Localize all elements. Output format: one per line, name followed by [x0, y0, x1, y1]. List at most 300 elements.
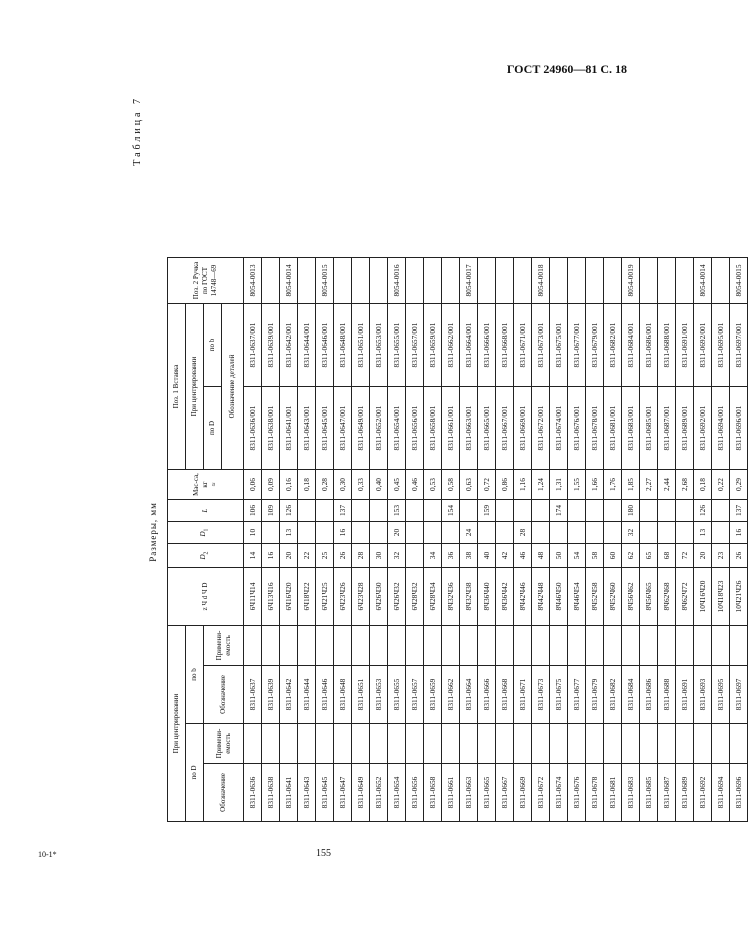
handle-cell: 8054-0017	[460, 258, 478, 304]
l-cell	[424, 500, 442, 522]
l-cell	[640, 500, 658, 522]
designation-b-cell: 8311-0651	[352, 666, 370, 724]
designation-d-cell: 8311-0672	[532, 764, 550, 822]
handle-cell	[478, 258, 496, 304]
designation-d-cell: 8311-0683	[622, 764, 640, 822]
d2-cell: 20	[694, 544, 712, 568]
insert-b-cell: 8311-0691/001	[676, 304, 694, 387]
l-cell: 159	[478, 500, 496, 522]
profile-cell: 8Ч46Ч54	[568, 568, 586, 626]
table-row	[442, 258, 460, 822]
designation-b-header: Обозначение	[204, 666, 244, 724]
d2-cell: 32	[388, 544, 406, 568]
applicability-d-cell	[334, 724, 352, 764]
profile-cell: 8Ч52Ч58	[586, 568, 604, 626]
applicability-b-cell	[370, 626, 388, 666]
l-cell	[568, 500, 586, 522]
mass-cell: 0,18	[694, 470, 712, 500]
designation-b-cell: 8311-0639	[262, 666, 280, 724]
insert-d-cell: 8311-0669/001	[514, 387, 532, 470]
designation-b-cell: 8311-0679	[586, 666, 604, 724]
applicability-b-cell	[640, 626, 658, 666]
designation-d-cell: 8311-0674	[550, 764, 568, 822]
d1-cell	[676, 522, 694, 544]
mass-cell: 1,24	[532, 470, 550, 500]
applicability-d-cell	[658, 724, 676, 764]
insert-d-cell: 8311-0689/001	[676, 387, 694, 470]
insert-d-cell: 8311-0683/001	[622, 387, 640, 470]
d1-cell	[568, 522, 586, 544]
d1-cell	[586, 522, 604, 544]
l-cell: 154	[442, 500, 460, 522]
insert-by-d-header: по D	[204, 387, 222, 470]
table-row	[370, 258, 388, 822]
d1-cell: 16	[334, 522, 352, 544]
d2-cell: 50	[550, 544, 568, 568]
insert-b-cell: 8311-0646/001	[316, 304, 334, 387]
profile-cell: 10Ч21Ч26	[730, 568, 748, 626]
insert-d-cell: 8311-0676/001	[568, 387, 586, 470]
insert-b-cell: 8311-0677/001	[568, 304, 586, 387]
d2-cell: 38	[460, 544, 478, 568]
d2-cell: 62	[622, 544, 640, 568]
profile-cell: 6Ч23Ч26	[334, 568, 352, 626]
mass-cell: 0,22	[712, 470, 730, 500]
applicability-b-cell	[388, 626, 406, 666]
insert-b-cell: 8311-0642/001	[280, 304, 298, 387]
profile-cell: 8Ч62Ч68	[658, 568, 676, 626]
handle-header: Поз. 2 Ручка по ГОСТ 14748—69	[168, 258, 244, 304]
insert-b-cell: 8311-0655/001	[388, 304, 406, 387]
handle-cell: 8054-0013	[244, 258, 262, 304]
designation-d-cell: 8311-0685	[640, 764, 658, 822]
designation-b-cell: 8311-0662	[442, 666, 460, 724]
applicability-b-cell	[622, 626, 640, 666]
designation-b-cell: 8311-0682	[604, 666, 622, 724]
insert-designation-header: Обозначение деталей	[222, 304, 244, 470]
table-row	[406, 258, 424, 822]
mass-cell: 0,33	[352, 470, 370, 500]
d2-cell	[406, 544, 424, 568]
l-cell: 153	[388, 500, 406, 522]
d2-cell: 14	[244, 544, 262, 568]
designation-b-cell: 8311-0668	[496, 666, 514, 724]
designation-d-cell: 8311-0692	[694, 764, 712, 822]
designation-d-cell: 8311-0647	[334, 764, 352, 822]
applicability-d-cell	[316, 724, 334, 764]
l-cell	[352, 500, 370, 522]
applicability-b-header: Примени-емость	[204, 626, 244, 666]
profile-cell: 10Ч16Ч20	[694, 568, 712, 626]
designation-b-cell: 8311-0666	[478, 666, 496, 724]
mass-cell: 0,72	[478, 470, 496, 500]
insert-b-cell: 8311-0666/001	[478, 304, 496, 387]
applicability-d-cell	[730, 724, 748, 764]
d1-cell: 13	[694, 522, 712, 544]
insert-d-cell: 8311-0652/001	[370, 387, 388, 470]
l-cell	[496, 500, 514, 522]
table-row	[478, 258, 496, 822]
handle-cell	[604, 258, 622, 304]
applicability-b-cell	[478, 626, 496, 666]
mass-cell: 0,46	[406, 470, 424, 500]
designation-b-cell: 8311-0642	[280, 666, 298, 724]
handle-cell: 8054-0014	[694, 258, 712, 304]
handle-cell	[352, 258, 370, 304]
applicability-b-cell	[532, 626, 550, 666]
handle-cell	[640, 258, 658, 304]
l-cell	[406, 500, 424, 522]
designation-d-cell: 8311-0687	[658, 764, 676, 822]
insert-b-cell: 8311-0637/001	[244, 304, 262, 387]
table-row	[280, 258, 298, 822]
applicability-b-cell	[604, 626, 622, 666]
mass-cell: 0,16	[280, 470, 298, 500]
page-number: 155	[316, 848, 331, 859]
designation-b-cell: 8311-0664	[460, 666, 478, 724]
applicability-b-cell	[712, 626, 730, 666]
insert-b-cell: 8311-0682/001	[604, 304, 622, 387]
handle-cell	[442, 258, 460, 304]
d2-cell: 60	[604, 544, 622, 568]
insert-d-cell: 8311-0692/001	[694, 387, 712, 470]
designation-d-cell: 8311-0643	[298, 764, 316, 822]
d1-cell	[406, 522, 424, 544]
d1-cell: 16	[730, 522, 748, 544]
designation-d-cell: 8311-0696	[730, 764, 748, 822]
insert-d-cell: 8311-0661/001	[442, 387, 460, 470]
applicability-d-cell	[298, 724, 316, 764]
applicability-b-cell	[442, 626, 460, 666]
profile-cell: 6Ч26Ч30	[370, 568, 388, 626]
insert-header: Поз. 1 Вставка	[168, 304, 186, 470]
d1-cell	[316, 522, 334, 544]
designation-d-cell: 8311-0645	[316, 764, 334, 822]
l-cell: 180	[622, 500, 640, 522]
designation-d-header: Обозначение	[204, 764, 244, 822]
profile-cell: 6Ч13Ч16	[262, 568, 280, 626]
insert-b-cell: 8311-0692/001	[694, 304, 712, 387]
applicability-d-cell	[262, 724, 280, 764]
d1-cell	[640, 522, 658, 544]
designation-d-cell: 8311-0654	[388, 764, 406, 822]
insert-b-cell: 8311-0639/001	[262, 304, 280, 387]
insert-d-cell: 8311-0643/001	[298, 387, 316, 470]
handle-cell	[424, 258, 442, 304]
insert-b-cell: 8311-0686/001	[640, 304, 658, 387]
applicability-d-cell	[352, 724, 370, 764]
designation-d-cell: 8311-0678	[586, 764, 604, 822]
dimensions-caption: Размеры, мм	[148, 502, 158, 562]
d2-cell: 28	[352, 544, 370, 568]
applicability-d-cell	[460, 724, 478, 764]
d2-cell: 26	[730, 544, 748, 568]
d1-cell: 13	[280, 522, 298, 544]
l-cell: 126	[280, 500, 298, 522]
d1-cell	[532, 522, 550, 544]
designation-b-cell: 8311-0695	[712, 666, 730, 724]
by-b-header: по b	[186, 626, 204, 724]
mass-cell: 0,30	[334, 470, 352, 500]
l-cell: 109	[262, 500, 280, 522]
d1-cell	[550, 522, 568, 544]
designation-d-cell: 8311-0681	[604, 764, 622, 822]
d2-cell: 72	[676, 544, 694, 568]
d1-cell	[496, 522, 514, 544]
handle-cell: 8054-0019	[622, 258, 640, 304]
table-row	[712, 258, 730, 822]
table-row	[640, 258, 658, 822]
mass-cell: 2,27	[640, 470, 658, 500]
rotated-table-block	[132, 96, 743, 822]
applicability-b-cell	[262, 626, 280, 666]
applicability-b-cell	[352, 626, 370, 666]
insert-b-cell: 8311-0653/001	[370, 304, 388, 387]
insert-b-cell: 8311-0659/001	[424, 304, 442, 387]
applicability-d-cell	[478, 724, 496, 764]
applicability-d-cell	[568, 724, 586, 764]
insert-d-cell: 8311-0649/001	[352, 387, 370, 470]
table-row	[496, 258, 514, 822]
table-row	[388, 258, 406, 822]
d1-cell: 10	[244, 522, 262, 544]
designation-d-cell: 8311-0658	[424, 764, 442, 822]
handle-cell	[712, 258, 730, 304]
d2-cell: 42	[496, 544, 514, 568]
insert-b-cell: 8311-0673/001	[532, 304, 550, 387]
d1-cell	[298, 522, 316, 544]
insert-b-cell: 8311-0679/001	[586, 304, 604, 387]
insert-d-cell: 8311-0636/001	[244, 387, 262, 470]
designation-b-cell: 8311-0686	[640, 666, 658, 724]
d2-cell: 16	[262, 544, 280, 568]
applicability-b-cell	[334, 626, 352, 666]
table-row	[694, 258, 712, 822]
designation-d-cell: 8311-0638	[262, 764, 280, 822]
applicability-d-cell	[424, 724, 442, 764]
l-cell: 137	[730, 500, 748, 522]
l-header: L	[168, 500, 244, 522]
l-cell: 106	[244, 500, 262, 522]
applicability-b-cell	[496, 626, 514, 666]
applicability-d-cell	[550, 724, 568, 764]
profile-cell: 6Ч23Ч28	[352, 568, 370, 626]
d1-cell	[424, 522, 442, 544]
handle-cell	[262, 258, 280, 304]
handle-cell	[334, 258, 352, 304]
profile-cell: 6Ч28Ч34	[424, 568, 442, 626]
designation-b-cell: 8311-0684	[622, 666, 640, 724]
table-row	[622, 258, 640, 822]
insert-b-cell: 8311-0657/001	[406, 304, 424, 387]
table-row	[334, 258, 352, 822]
applicability-d-cell	[622, 724, 640, 764]
applicability-b-cell	[424, 626, 442, 666]
centering-header: При центрировании	[168, 626, 186, 822]
d2-cell: 54	[568, 544, 586, 568]
d1-cell	[262, 522, 280, 544]
profile-cell: 8Ч46Ч50	[550, 568, 568, 626]
mass-cell: 0,28	[316, 470, 334, 500]
d1-cell	[442, 522, 460, 544]
profile-cell: 8Ч36Ч40	[478, 568, 496, 626]
applicability-b-cell	[676, 626, 694, 666]
table-title: Таблица 7	[132, 96, 143, 166]
insert-b-cell: 8311-0695/001	[712, 304, 730, 387]
applicability-b-cell	[298, 626, 316, 666]
insert-d-cell: 8311-0658/001	[424, 387, 442, 470]
table-row	[244, 258, 262, 822]
d2-cell: 46	[514, 544, 532, 568]
handle-cell	[370, 258, 388, 304]
applicability-d-cell	[514, 724, 532, 764]
insert-b-cell: 8311-0648/001	[334, 304, 352, 387]
d2-cell: 40	[478, 544, 496, 568]
profile-cell: 10Ч18Ч23	[712, 568, 730, 626]
designation-b-cell: 8311-0693	[694, 666, 712, 724]
profile-header: z Ч d Ч D	[168, 568, 244, 626]
table-row	[262, 258, 280, 822]
d1-cell: 24	[460, 522, 478, 544]
table-row	[658, 258, 676, 822]
l-cell	[586, 500, 604, 522]
applicability-d-cell	[694, 724, 712, 764]
applicability-b-cell	[568, 626, 586, 666]
designation-d-cell: 8311-0667	[496, 764, 514, 822]
l-cell	[676, 500, 694, 522]
profile-cell: 6Ч11Ч14	[244, 568, 262, 626]
handle-cell	[298, 258, 316, 304]
mass-cell: 0,40	[370, 470, 388, 500]
designation-b-cell: 8311-0655	[388, 666, 406, 724]
designation-b-cell: 8311-0644	[298, 666, 316, 724]
designation-d-cell: 8311-0649	[352, 764, 370, 822]
handle-cell: 8054-0018	[532, 258, 550, 304]
designation-b-cell: 8311-0648	[334, 666, 352, 724]
designation-d-cell: 8311-0665	[478, 764, 496, 822]
insert-b-cell: 8311-0644/001	[298, 304, 316, 387]
insert-d-cell: 8311-0654/001	[388, 387, 406, 470]
table-row	[424, 258, 442, 822]
mass-cell: 1,55	[568, 470, 586, 500]
table-row	[586, 258, 604, 822]
d2-cell: 58	[586, 544, 604, 568]
insert-d-cell: 8311-0694/001	[712, 387, 730, 470]
designation-d-cell: 8311-0676	[568, 764, 586, 822]
insert-centering-header: При центрировании	[186, 304, 204, 470]
mass-cell: 0,45	[388, 470, 406, 500]
table-row	[352, 258, 370, 822]
designation-b-cell: 8311-0673	[532, 666, 550, 724]
designation-b-cell: 8311-0697	[730, 666, 748, 724]
designation-b-cell: 8311-0688	[658, 666, 676, 724]
mass-cell: 0,63	[460, 470, 478, 500]
table-row	[460, 258, 478, 822]
insert-d-cell: 8311-0638/001	[262, 387, 280, 470]
insert-d-cell: 8311-0647/001	[334, 387, 352, 470]
mass-cell: 0,18	[298, 470, 316, 500]
designation-d-cell: 8311-0689	[676, 764, 694, 822]
profile-cell: 6Ч26Ч32	[388, 568, 406, 626]
profile-cell: 8Ч32Ч38	[460, 568, 478, 626]
applicability-b-cell	[694, 626, 712, 666]
insert-d-cell: 8311-0665/001	[478, 387, 496, 470]
d2-cell: 23	[712, 544, 730, 568]
designation-d-cell: 8311-0694	[712, 764, 730, 822]
profile-cell: 8Ч62Ч72	[676, 568, 694, 626]
d2-cell: 48	[532, 544, 550, 568]
d2-cell: 25	[316, 544, 334, 568]
handle-cell	[658, 258, 676, 304]
insert-b-cell: 8311-0688/001	[658, 304, 676, 387]
handle-cell	[676, 258, 694, 304]
designation-b-cell: 8311-0637	[244, 666, 262, 724]
insert-d-cell: 8311-0656/001	[406, 387, 424, 470]
spline-gauge-table	[167, 257, 748, 822]
l-cell	[370, 500, 388, 522]
handle-cell: 8054-0014	[280, 258, 298, 304]
insert-d-cell: 8311-0678/001	[586, 387, 604, 470]
applicability-d-cell	[712, 724, 730, 764]
document-header: ГОСТ 24960—81 С. 18	[506, 62, 627, 76]
insert-b-cell: 8311-0664/001	[460, 304, 478, 387]
l-cell	[460, 500, 478, 522]
insert-b-cell: 8311-0662/001	[442, 304, 460, 387]
applicability-d-cell	[640, 724, 658, 764]
insert-b-cell: 8311-0675/001	[550, 304, 568, 387]
mass-cell: 2,68	[676, 470, 694, 500]
designation-d-cell: 8311-0636	[244, 764, 262, 822]
insert-d-cell: 8311-0681/001	[604, 387, 622, 470]
l-cell	[658, 500, 676, 522]
applicability-d-cell	[370, 724, 388, 764]
profile-cell: 6Ч16Ч20	[280, 568, 298, 626]
applicability-b-cell	[280, 626, 298, 666]
applicability-d-cell	[280, 724, 298, 764]
handle-cell	[568, 258, 586, 304]
profile-cell: 8Ч42Ч46	[514, 568, 532, 626]
applicability-b-cell	[658, 626, 676, 666]
l-cell	[604, 500, 622, 522]
applicability-b-cell	[730, 626, 748, 666]
d2-cell: 34	[424, 544, 442, 568]
designation-d-cell: 8311-0652	[370, 764, 388, 822]
l-cell	[298, 500, 316, 522]
applicability-d-cell	[676, 724, 694, 764]
handle-cell: 8054-0016	[388, 258, 406, 304]
insert-b-cell: 8311-0671/001	[514, 304, 532, 387]
profile-cell: 6Ч21Ч25	[316, 568, 334, 626]
mass-cell: 0,29	[730, 470, 748, 500]
insert-b-cell: 8311-0684/001	[622, 304, 640, 387]
d1-cell	[478, 522, 496, 544]
designation-b-cell: 8311-0691	[676, 666, 694, 724]
designation-b-cell: 8311-0671	[514, 666, 532, 724]
insert-b-cell: 8311-0697/001	[730, 304, 748, 387]
d2-header: $D_2$	[168, 544, 244, 568]
designation-d-cell: 8311-0661	[442, 764, 460, 822]
insert-d-cell: 8311-0667/001	[496, 387, 514, 470]
mass-cell: 0,86	[496, 470, 514, 500]
handle-cell	[406, 258, 424, 304]
applicability-b-cell	[550, 626, 568, 666]
insert-d-cell: 8311-0641/001	[280, 387, 298, 470]
insert-d-cell: 8311-0645/001	[316, 387, 334, 470]
handle-cell	[586, 258, 604, 304]
insert-d-cell: 8311-0696/001	[730, 387, 748, 470]
applicability-d-cell	[388, 724, 406, 764]
mass-cell: 1,31	[550, 470, 568, 500]
